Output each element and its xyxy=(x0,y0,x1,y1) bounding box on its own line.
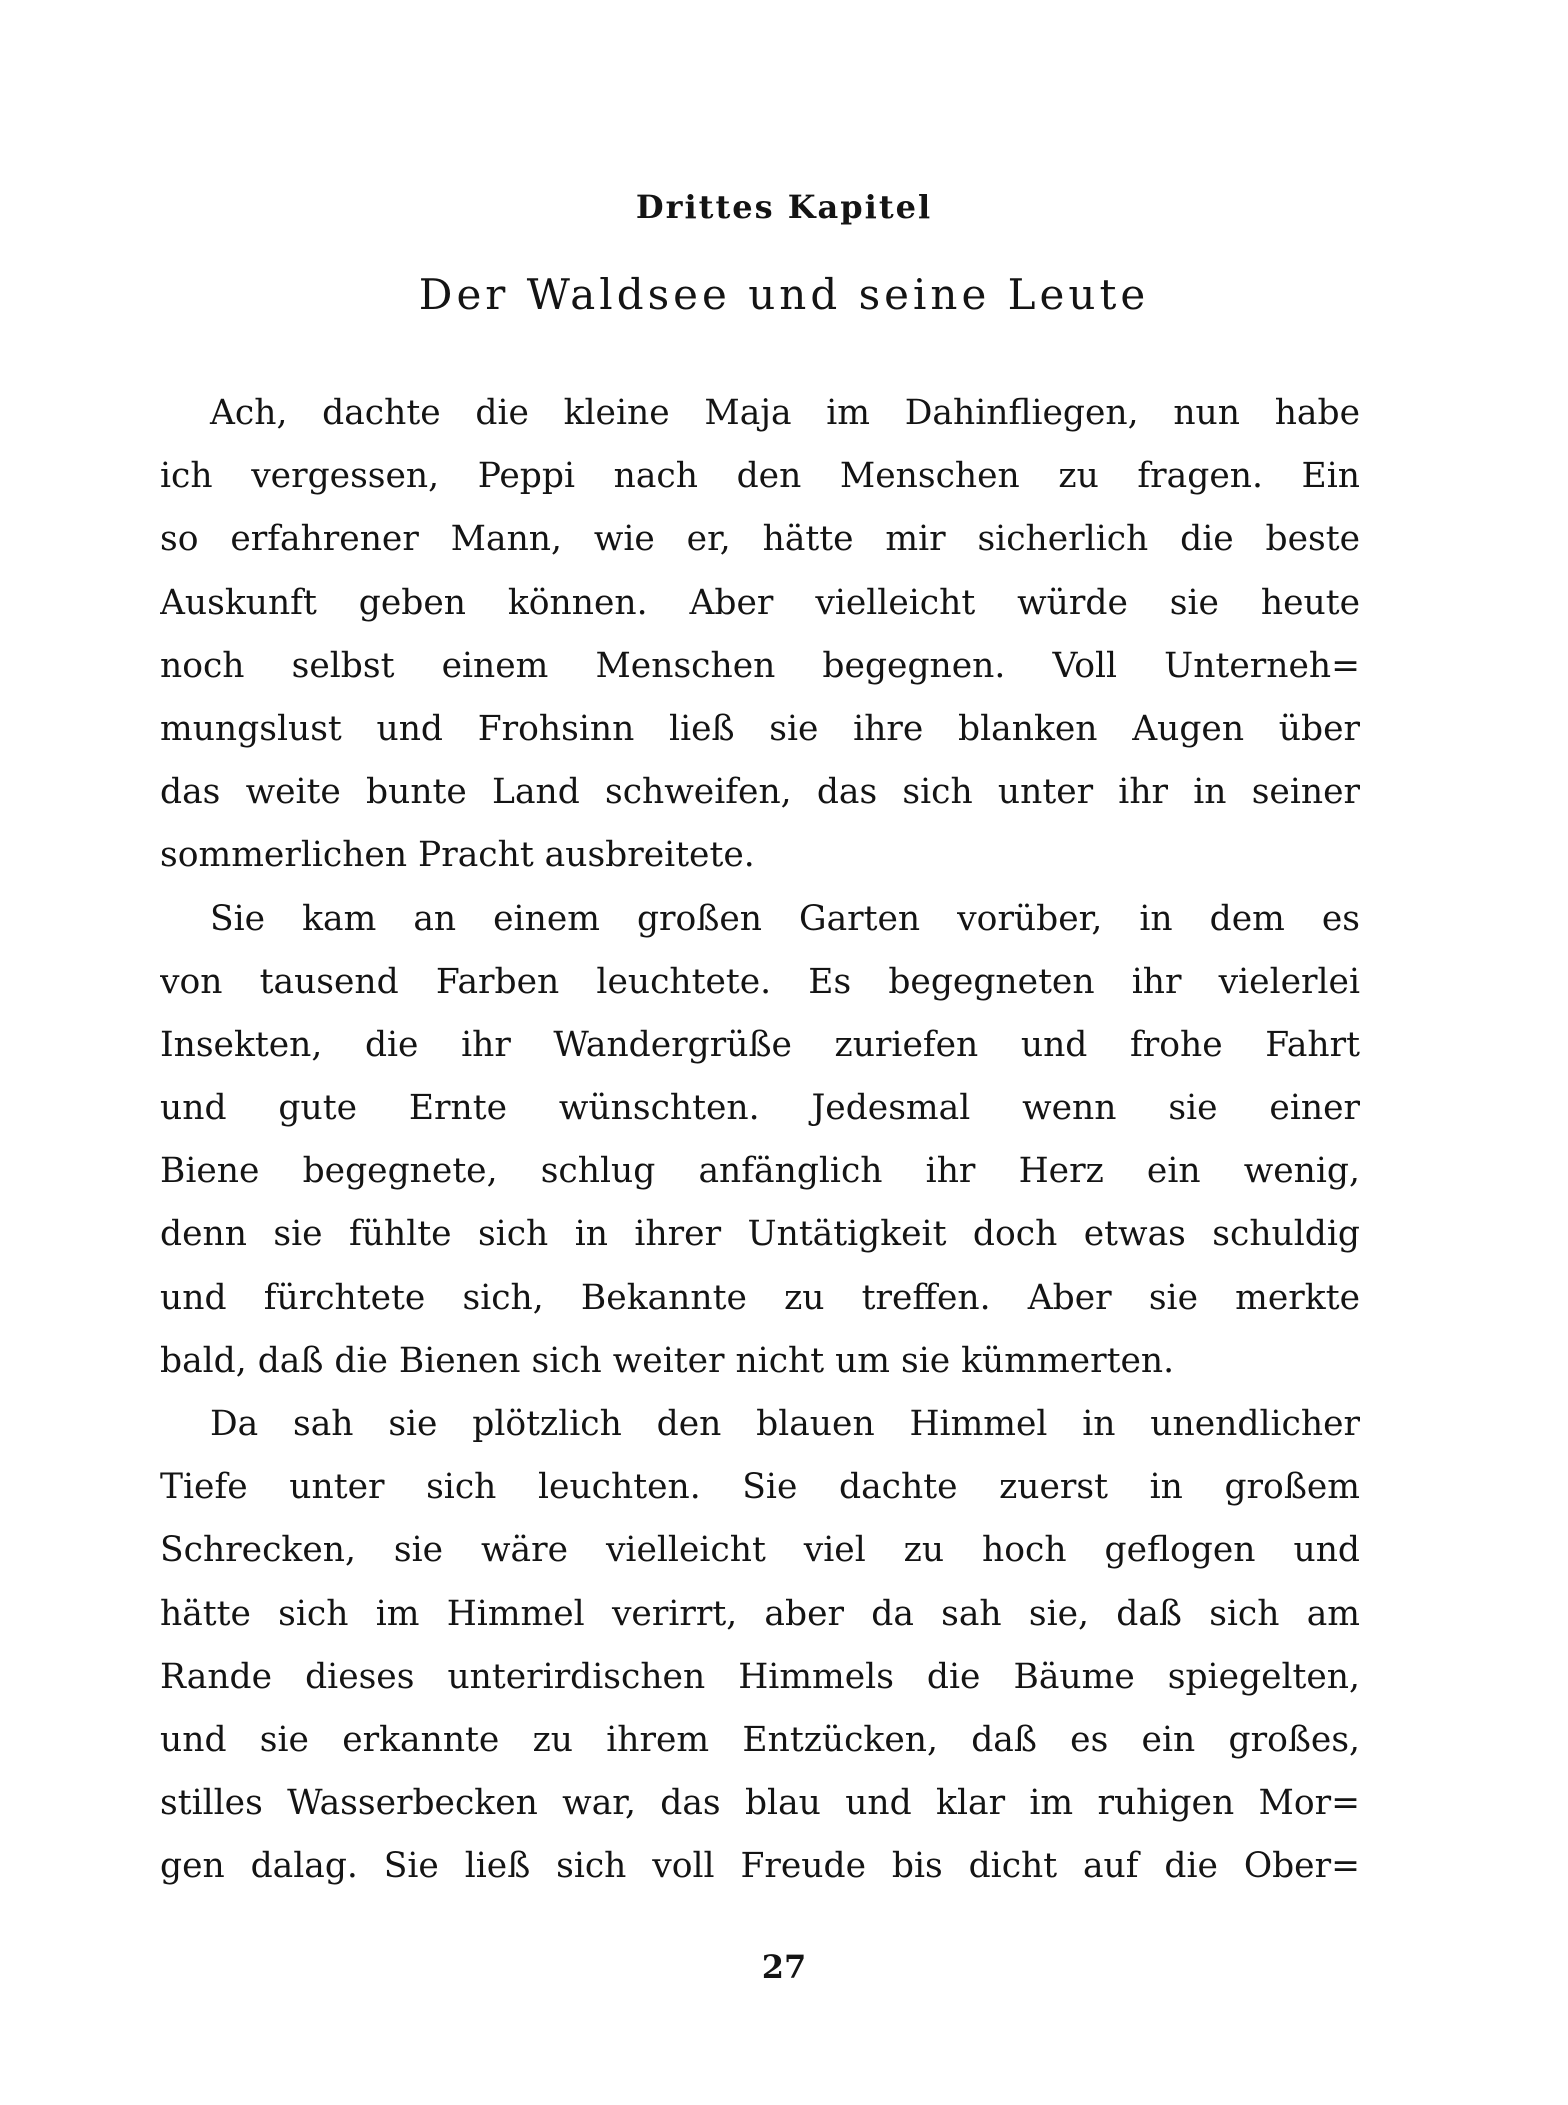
text-line: stilles Wasserbecken war, das blau und klar im ruhigen Mor= xyxy=(160,1783,1360,1824)
text-line: so erfahrener Mann, wie er, hätte mir sicherlich die beste xyxy=(160,519,1360,560)
chapter-label: Drittes Kapitel xyxy=(635,188,933,226)
page-number: 27 xyxy=(761,1948,807,1986)
text-line: Insekten, die ihr Wandergrüße zuriefen und frohe Fahrt xyxy=(160,1024,1360,1065)
text-line: Ach, dachte die kleine Maja im Dahinfliegen, nun habe xyxy=(210,393,1360,433)
text-line: hätte sich im Himmel verirrt, aber da sah sie, daß sich am xyxy=(160,1593,1360,1634)
text-line: das weite bunte Land schweifen, das sich unter ihr in seiner xyxy=(160,772,1360,813)
text-line: und fürchtete sich, Bekannte zu treffen. Aber sie merkte xyxy=(160,1277,1360,1318)
body-text xyxy=(160,382,1360,1899)
text-line: Da sah sie plötzlich den blauen Himmel in unendlicher xyxy=(210,1404,1360,1444)
text-line: Rande dieses unterirdischen Himmels die Bäume spiegelten, xyxy=(160,1656,1360,1697)
text-line: von tausend Farben leuchtete. Es begegneten ihr vielerlei xyxy=(160,961,1360,1002)
text-line: mungslust und Frohsinn ließ sie ihre blanken Augen über xyxy=(160,708,1360,749)
text-line: denn sie fühlte sich in ihrer Untätigkeit doch etwas schuldig xyxy=(160,1214,1360,1255)
text-line: ich vergessen, Peppi nach den Menschen zu fragen. Ein xyxy=(160,456,1360,497)
text-line: und sie erkannte zu ihrem Entzücken, daß es ein großes, xyxy=(160,1719,1360,1760)
chapter-title: Der Waldsee und seine Leute xyxy=(418,270,1150,319)
text-line: bald, daß die Bienen sich weiter nicht um sie kümmerten. xyxy=(160,1340,1175,1381)
text-line: Tiefe unter sich leuchten. Sie dachte zuerst in großem xyxy=(160,1467,1360,1508)
text-line: sommerlichen Pracht ausbreitete. xyxy=(160,835,755,876)
text-line: gen dalag. Sie ließ sich voll Freude bis dicht auf die Ober= xyxy=(160,1846,1360,1887)
text-line: Schrecken, sie wäre vielleicht viel zu hoch geflogen und xyxy=(160,1530,1360,1571)
text-line: Biene begegnete, schlug anfänglich ihr Herz ein wenig, xyxy=(160,1151,1360,1192)
text-line: Sie kam an einem großen Garten vorüber, in dem es xyxy=(210,898,1360,939)
text-line: noch selbst einem Menschen begegnen. Voll Unterneh= xyxy=(160,645,1360,686)
text-line: und gute Ernte wünschten. Jedesmal wenn sie einer xyxy=(160,1088,1360,1129)
text-line: Auskunft geben können. Aber vielleicht würde sie heute xyxy=(160,582,1360,623)
